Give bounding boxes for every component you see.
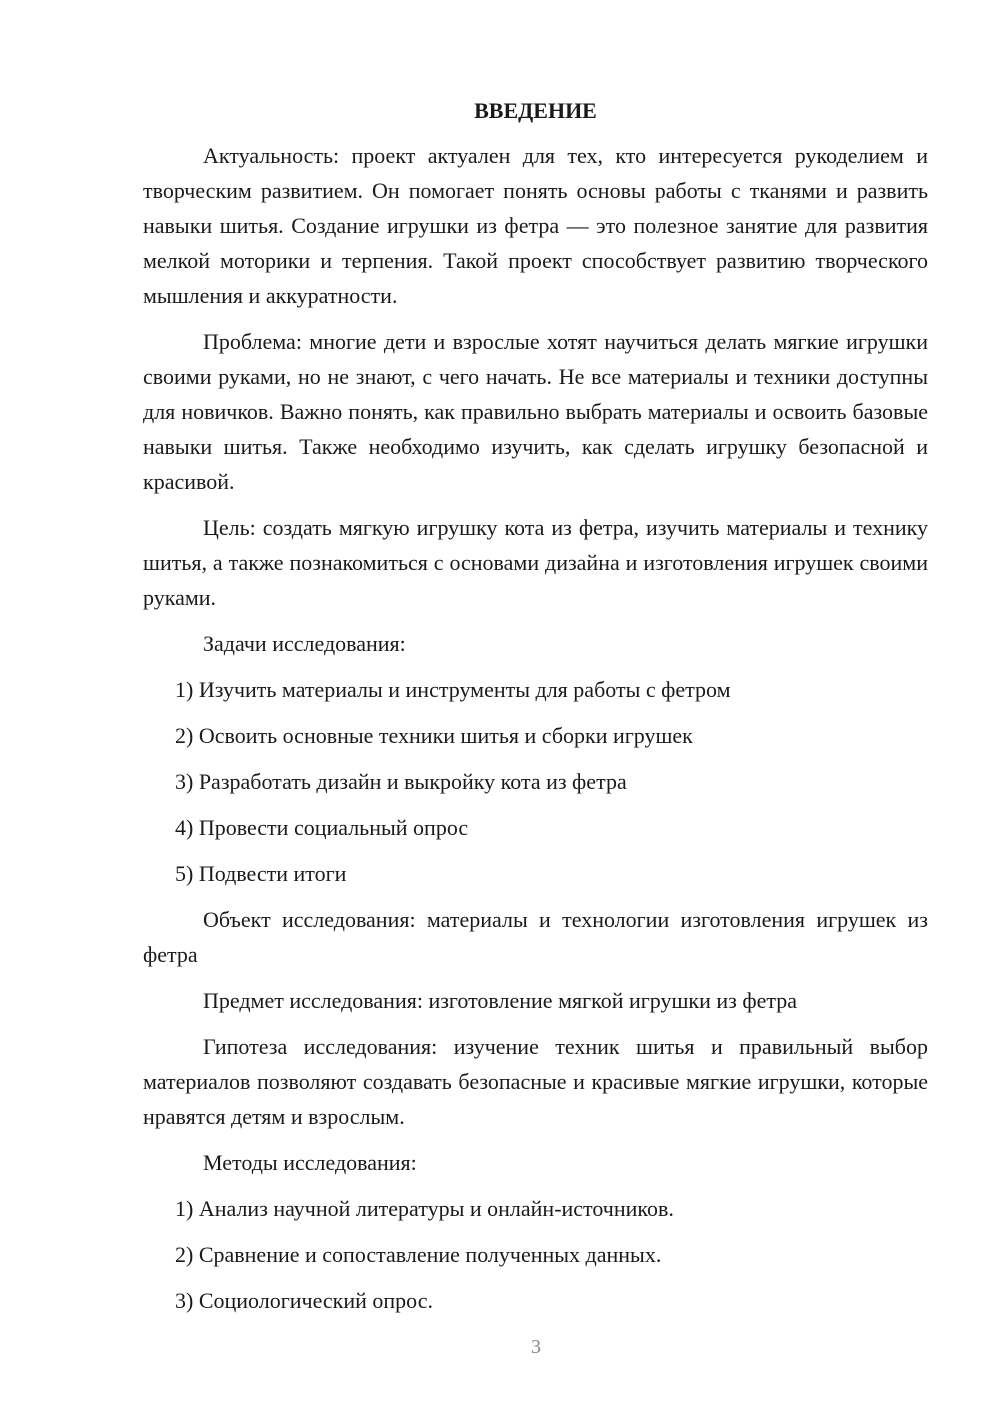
list-item: 2) Освоить основные техники шитья и сборки игрушек (175, 723, 693, 748)
relevance-paragraph: Актуальность: проект актуален для тех, кто интересуется рукоделием и творческим развитием. Он помогает понять основы работы с тканями и развить навыки шитья. Создание игрушки из фетра — это полезное занятие для развития мелкой моторики и терпения. Такой проект способствует развитию творческого мышления и аккуратности. (143, 143, 928, 308)
methods-list (143, 1191, 928, 1318)
list-item: 3) Социологический опрос. (175, 1288, 433, 1313)
page-title: ВВЕДЕНИЕ (474, 98, 597, 123)
list-item: 3) Разработать дизайн и выкройку кота из фетра (175, 769, 627, 794)
tasks-list (143, 672, 928, 891)
list-item: 4) Провести социальный опрос (175, 815, 469, 840)
list-item: 2) Сравнение и сопоставление полученных данных. (175, 1242, 662, 1267)
page-number: 3 (531, 1336, 541, 1358)
object-paragraph: Объект исследования: материалы и технологии изготовления игрушек из фетра (143, 907, 928, 967)
list-item: 5) Подвести итоги (175, 861, 347, 886)
list-item: 1) Анализ научной литературы и онлайн-источников. (175, 1196, 674, 1221)
list-item: 1) Изучить материалы и инструменты для работы с фетром (175, 677, 731, 702)
hypothesis-paragraph: Гипотеза исследования: изучение техник шитья и правильный выбор материалов позволяют создавать безопасные и красивые мягкие игрушки, которые нравятся детям и взрослым. (143, 1034, 928, 1129)
problem-paragraph: Проблема: многие дети и взрослые хотят научиться делать мягкие игрушки своими руками, но не знают, с чего начать. Не все материалы и техники доступны для новичков. Важно понять, как правильно выбрать материалы и освоить базовые навыки шитья. Также необходимо изучить, как сделать игрушку безопасной и красивой. (143, 329, 928, 494)
subject-paragraph: Предмет исследования: изготовление мягкой игрушки из фетра (203, 988, 798, 1013)
page-content (143, 96, 928, 1329)
methods-heading: Методы исследования: (203, 1150, 417, 1175)
goal-paragraph: Цель: создать мягкую игрушку кота из фетра, изучить материалы и технику шитья, а также познакомиться с основами дизайна и изготовления игрушек своими руками. (143, 515, 928, 610)
tasks-heading: Задачи исследования: (203, 631, 406, 656)
